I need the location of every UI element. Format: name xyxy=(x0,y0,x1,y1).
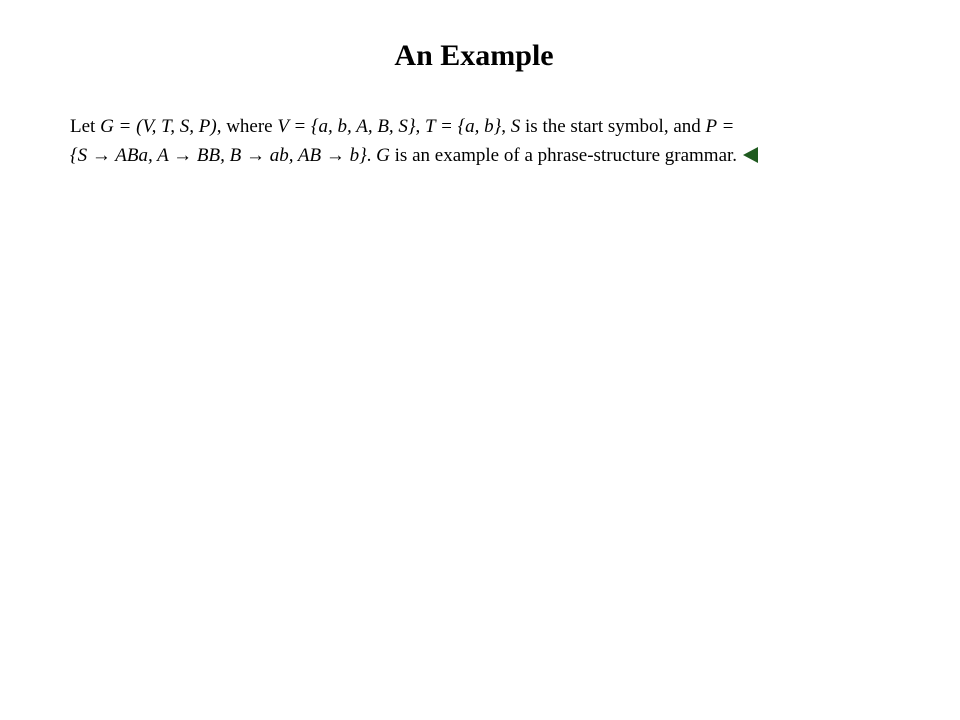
math-productions-label: P = xyxy=(705,116,735,137)
text-where: , where xyxy=(216,116,278,137)
text-comma-1: , xyxy=(415,116,426,137)
text-comma-2: , xyxy=(501,116,511,137)
math-terminal-set: T = {a, b} xyxy=(425,116,502,137)
text-let: Let xyxy=(70,116,101,137)
paragraph-line-1 xyxy=(70,112,900,141)
math-start-symbol: S xyxy=(510,116,521,137)
slide-title: An Example xyxy=(394,39,554,72)
text-phrase-structure: is an example of a phrase-structure grammar. xyxy=(389,145,738,166)
math-vocabulary-set: V = {a, b, A, B, S} xyxy=(277,116,416,137)
math-grammar-tuple: G = (V, T, S, P) xyxy=(100,116,217,137)
example-paragraph xyxy=(70,112,900,170)
back-arrow-icon[interactable] xyxy=(743,147,758,163)
math-productions-set: {S → ABa, A → BB, B → ab, AB → b} xyxy=(70,145,367,166)
text-start-symbol: is the start symbol, and xyxy=(520,116,706,137)
math-grammar-symbol: G xyxy=(376,145,390,166)
text-period: . xyxy=(366,145,377,166)
paragraph-line-2 xyxy=(70,141,900,170)
